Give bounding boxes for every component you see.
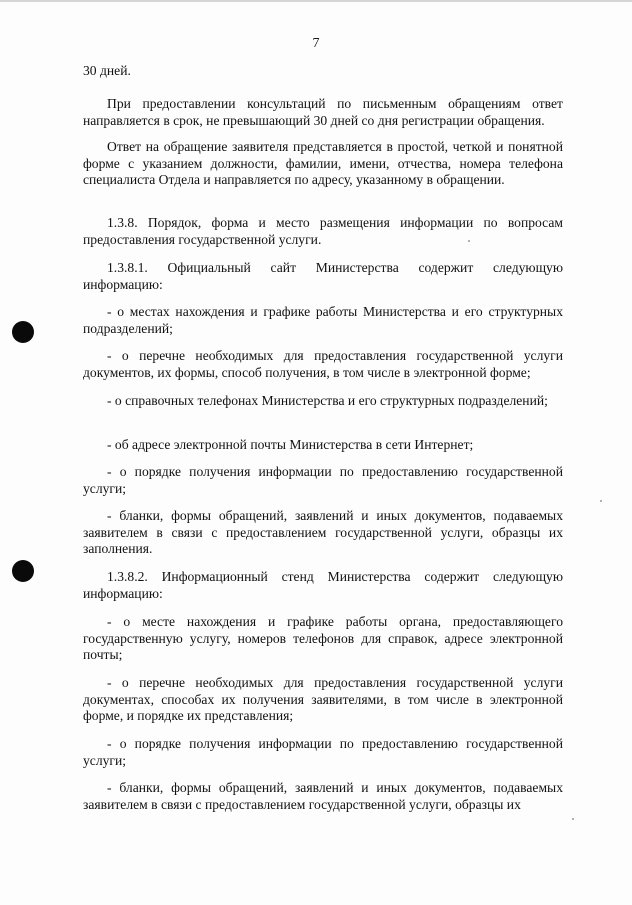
paragraph-section-1-3-8-2: 1.3.8.2. Информационный стенд Министерства содержит следующую информацию: (83, 569, 563, 601)
paragraph-section-1-3-8: 1.3.8. Порядок, форма и место размещения информации по вопросам предоставления государственной услуги. (83, 215, 563, 247)
list-item-authority-location: - о месте нахождения и графике работы органа, предоставляющего государственную услугу, номеров телефонов для справок, адресе электронной почты; (83, 614, 563, 662)
scan-speck (600, 500, 602, 502)
list-item-forms-samples: - бланки, формы обращений, заявлений и иных документов, подаваемых заявителем в связи с предоставлением государственной услуги, образцы их заполнения. (83, 508, 563, 556)
list-item-locations-schedule: - о местах нахождения и графике работы Министерства и его структурных подразделений; (83, 304, 563, 336)
paragraph-section-1-3-8-1: 1.3.8.1. Официальный сайт Министерства содержит следующую информацию: (83, 260, 563, 292)
binder-punch-hole (12, 321, 34, 343)
paragraph-continuation: 30 дней. (83, 63, 131, 78)
paragraph-written-consultations: При предоставлении консультаций по письменным обращениям ответ направляется в срок, не превышающий 30 дней со дня регистрации обращения. (83, 96, 563, 128)
scan-speck (572, 818, 574, 820)
list-item-information-procedure-stand: - о порядке получения информации по предоставлению государственной услуги; (83, 736, 563, 768)
list-item-reference-phones: - о справочных телефонах Министерства и его структурных подразделений; (107, 393, 548, 408)
page-top-edge (0, 0, 632, 2)
binder-punch-hole (12, 560, 34, 582)
list-item-information-procedure: - о порядке получения информации по предоставлению государственной услуги; (83, 464, 563, 496)
scan-speck (468, 240, 470, 242)
list-item-required-documents: - о перечне необходимых для предоставления государственной услуги документов, их формы, способ получения, в том числе в электронной форме; (83, 348, 563, 380)
page-number: 7 (312, 36, 320, 51)
list-item-email-address: - об адресе электронной почты Министерства в сети Интернет; (107, 437, 474, 452)
list-item-forms-samples-stand: - бланки, формы обращений, заявлений и иных документов, подаваемых заявителем в связи с предоставлением государственной услуги, образцы их (83, 780, 563, 812)
list-item-documents-methods: - о перечне необходимых для предоставления государственной услуги документах, способах их получения заявителями, в том числе в электронной форме, и порядке их представления; (83, 675, 563, 723)
paragraph-response-form: Ответ на обращение заявителя представляется в простой, четкой и понятной форме с указанием должности, фамилии, имени, отчества, номера телефона специалиста Отдела и направляется по адресу, указанному в обращении. (83, 139, 563, 187)
